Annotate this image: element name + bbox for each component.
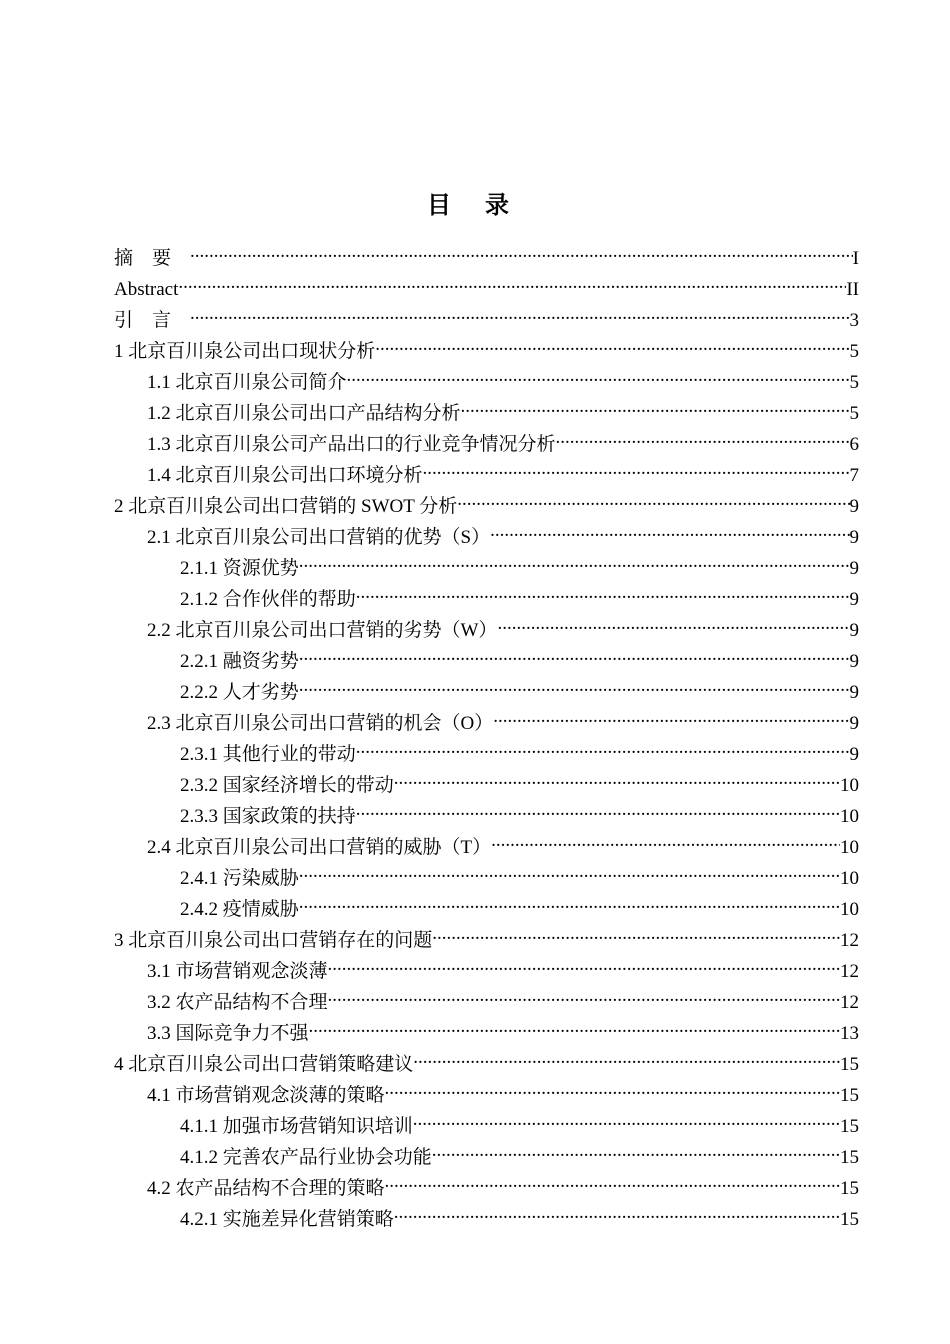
toc-dot-leader	[394, 1194, 840, 1225]
table-of-contents	[114, 233, 859, 1230]
toc-entry-page-number: 12	[840, 930, 859, 951]
toc-entry-label: 2.3 北京百川泉公司出口营销的机会（O）	[147, 713, 494, 734]
toc-entry-label: 2.1.1 资源优势	[180, 558, 299, 579]
toc-dot-leader	[299, 636, 850, 667]
toc-entry-page-number: 9	[849, 620, 859, 641]
toc-entry[interactable]	[114, 264, 859, 300]
toc-dot-leader	[328, 946, 840, 977]
toc-dot-leader	[461, 388, 850, 419]
toc-entry-page-number: 5	[849, 403, 859, 424]
toc-entry-page-number: 9	[849, 682, 859, 703]
toc-entry-label: 2 北京百川泉公司出口营销的 SWOT 分析	[114, 496, 458, 517]
toc-entry-label: 1.1 北京百川泉公司简介	[147, 372, 347, 393]
toc-entry-page-number: 10	[840, 775, 859, 796]
toc-entry-label: 1.3 北京百川泉公司产品出口的行业竞争情况分析	[147, 434, 556, 455]
toc-entry-page-number: 9	[849, 527, 859, 548]
toc-entry-page-number: 15	[840, 1209, 859, 1230]
toc-entry-page-number: I	[852, 248, 859, 269]
toc-entry-label: 4.1.2 完善农产品行业协会功能	[180, 1147, 432, 1168]
toc-entry-label: 2.3.2 国家经济增长的带动	[180, 775, 394, 796]
toc-dot-leader	[356, 574, 850, 605]
toc-dot-leader	[328, 977, 840, 1008]
toc-entry-label: 2.4 北京百川泉公司出口营销的威胁（T）	[147, 837, 492, 858]
toc-entry-label: 1.4 北京百川泉公司出口环境分析	[147, 465, 423, 486]
toc-dot-leader	[413, 1101, 840, 1132]
toc-entry-label: 1 北京百川泉公司出口现状分析	[114, 341, 376, 362]
toc-entry-page-number: 9	[849, 713, 859, 734]
toc-entry-page-number: 3	[849, 310, 859, 331]
toc-entry-page-number: 7	[849, 465, 859, 486]
toc-dot-leader	[299, 543, 850, 574]
toc-entry-label: 2.2.2 人才劣势	[180, 682, 299, 703]
toc-entry-page-number: 10	[840, 868, 859, 889]
toc-entry-page-number: II	[846, 279, 859, 300]
toc-entry-label: 2.3.3 国家政策的扶持	[180, 806, 356, 827]
toc-entry-label: 4.2 农产品结构不合理的策略	[147, 1178, 385, 1199]
toc-entry-label: 4.2.1 实施差异化营销策略	[180, 1209, 394, 1230]
toc-entry-label: 2.4.2 疫情威胁	[180, 899, 299, 920]
toc-entry-page-number: 12	[840, 961, 859, 982]
toc-entry-page-number: 9	[849, 651, 859, 672]
toc-dot-leader	[375, 326, 849, 357]
toc-entry-label: 4 北京百川泉公司出口营销策略建议	[114, 1054, 414, 1075]
toc-entry-label: 2.2.1 融资劣势	[180, 651, 299, 672]
toc-entry-page-number: 15	[840, 1116, 859, 1137]
toc-dot-leader	[356, 729, 850, 760]
toc-entry-page-number: 9	[849, 589, 859, 610]
toc-entry[interactable]	[114, 295, 859, 331]
toc-dot-leader	[413, 1039, 840, 1070]
toc-entry-label: 3 北京百川泉公司出口营销存在的问题	[114, 930, 433, 951]
toc-dot-leader	[432, 1132, 840, 1163]
toc-entry-label: 3.1 市场营销观念淡薄	[147, 961, 328, 982]
toc-entry[interactable]	[114, 326, 859, 362]
toc-dot-leader	[299, 853, 840, 884]
toc-entry-label: 3.2 农产品结构不合理	[147, 992, 328, 1013]
toc-entry-page-number: 9	[849, 558, 859, 579]
toc-entry-label: 4.1.1 加强市场营销知识培训	[180, 1116, 413, 1137]
toc-dot-leader	[385, 1070, 840, 1101]
toc-dot-leader	[190, 233, 853, 264]
toc-entry-page-number: 10	[840, 837, 859, 858]
toc-dot-leader	[556, 419, 850, 450]
toc-entry-page-number: 10	[840, 806, 859, 827]
toc-dot-leader	[385, 1163, 840, 1194]
toc-dot-leader	[190, 295, 849, 326]
toc-entry-page-number: 12	[840, 992, 859, 1013]
toc-dot-leader	[309, 1008, 840, 1039]
toc-dot-leader	[299, 667, 850, 698]
toc-entry-page-number: 9	[849, 744, 859, 765]
toc-entry-page-number: 13	[840, 1023, 859, 1044]
toc-dot-leader	[497, 605, 849, 636]
toc-entry-page-number: 5	[849, 341, 859, 362]
toc-entry-label: 4.1 市场营销观念淡薄的策略	[147, 1085, 385, 1106]
toc-dot-leader	[432, 915, 840, 946]
toc-entry-label: 3.3 国际竞争力不强	[147, 1023, 309, 1044]
toc-entry-label: 引言	[114, 310, 191, 331]
toc-dot-leader	[490, 512, 849, 543]
toc-entry-label: 2.3.1 其他行业的带动	[180, 744, 356, 765]
toc-entry-label: 摘要	[114, 248, 191, 269]
toc-entry-page-number: 5	[849, 372, 859, 393]
toc-entry-page-number: 15	[840, 1054, 859, 1075]
toc-entry-label: 2.2 北京百川泉公司出口营销的劣势（W）	[147, 620, 498, 641]
toc-entry[interactable]	[114, 233, 859, 269]
toc-dot-leader	[394, 760, 840, 791]
toc-entry-label: Abstract	[114, 279, 179, 300]
toc-dot-leader	[493, 698, 849, 729]
toc-dot-leader	[491, 822, 840, 853]
toc-entry-page-number: 15	[840, 1147, 859, 1168]
toc-title: 目 录	[427, 193, 523, 219]
toc-entry-page-number: 10	[840, 899, 859, 920]
toc-dot-leader	[347, 357, 850, 388]
toc-dot-leader	[423, 450, 850, 481]
toc-dot-leader	[299, 884, 840, 915]
toc-entry-page-number: 15	[840, 1085, 859, 1106]
toc-entry-label: 2.1.2 合作伙伴的帮助	[180, 589, 356, 610]
toc-entry-page-number: 15	[840, 1178, 859, 1199]
toc-entry-label: 2.1 北京百川泉公司出口营销的优势（S）	[147, 527, 491, 548]
toc-entry-label: 1.2 北京百川泉公司出口产品结构分析	[147, 403, 461, 424]
toc-dot-leader	[457, 481, 849, 512]
toc-dot-leader	[178, 264, 846, 295]
toc-entry-page-number: 9	[849, 496, 859, 517]
toc-dot-leader	[356, 791, 840, 822]
toc-entry-page-number: 6	[849, 434, 859, 455]
toc-entry-label: 2.4.1 污染威胁	[180, 868, 299, 889]
